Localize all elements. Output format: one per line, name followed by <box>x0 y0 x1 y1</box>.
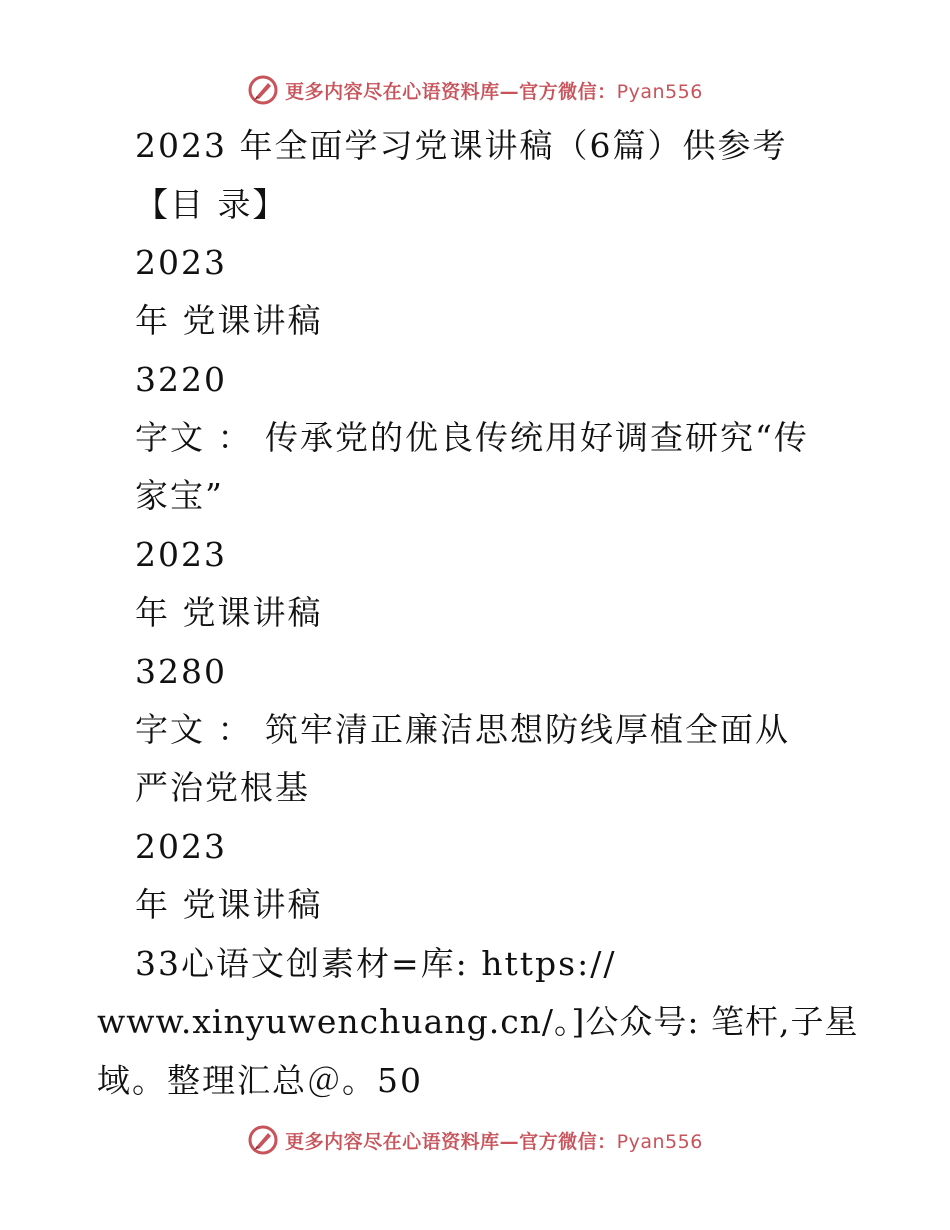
banner-wechat: Pyan556 <box>616 80 703 103</box>
banner-text: 更多内容尽在心语资料库—官方微信：Pyan556 <box>285 1130 703 1153</box>
text-line: 家宝” <box>135 476 224 515</box>
text-line: www.xinyuwenchuang.cn/。]公众号: 笔杆,子星 <box>97 1002 859 1041</box>
pen-logo-icon <box>247 1124 279 1156</box>
header-banner <box>0 70 950 110</box>
text-line: 年 党课讲稿 <box>135 301 323 340</box>
text-line: 3280 <box>135 652 227 691</box>
text-line: 年 党课讲稿 <box>135 593 323 632</box>
text-line: 字文 ： 传承党的优良传统用好调查研究“传 <box>135 418 809 457</box>
text-line: 3220 <box>135 360 227 399</box>
footer-banner <box>0 1120 950 1160</box>
text-line: 33心语文创素材=库: https:// <box>135 944 617 983</box>
text-line: 2023 <box>135 243 227 282</box>
banner-wechat: Pyan556 <box>616 1130 703 1153</box>
banner-text: 更多内容尽在心语资料库—官方微信：Pyan556 <box>285 80 703 103</box>
text-line: 2023 <box>135 827 227 866</box>
doc-title: 2023 年全面学习党课讲稿（6篇）供参考 <box>135 126 788 165</box>
pen-logo-icon <box>247 74 279 106</box>
text-line: 2023 <box>135 535 227 574</box>
text-line: 年 党课讲稿 <box>135 885 323 924</box>
text-line: 严治党根基 <box>135 768 310 807</box>
toc-heading: 【目 录】 <box>135 185 288 224</box>
text-line: 域。整理汇总＠。50 <box>97 1061 423 1100</box>
text-line: 字文 ： 筑牢清正廉洁思想防线厚植全面从 <box>135 710 790 749</box>
